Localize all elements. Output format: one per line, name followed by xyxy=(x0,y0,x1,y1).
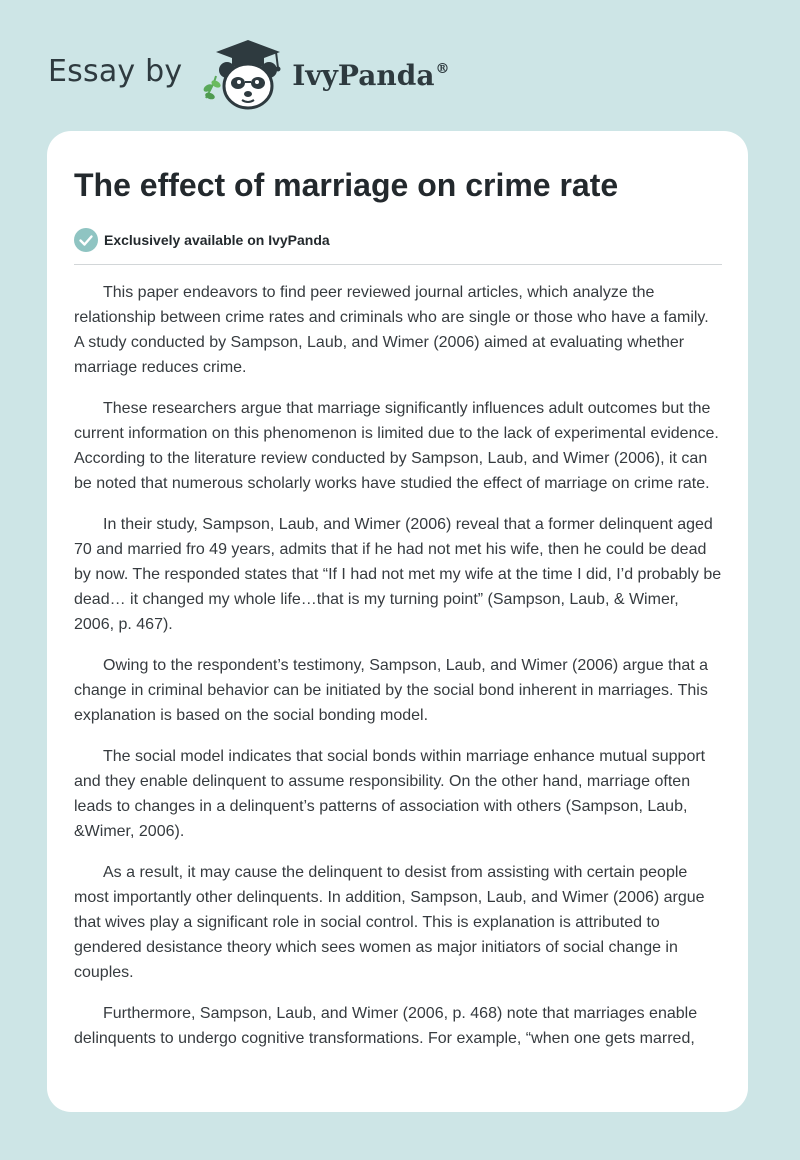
paragraph: Furthermore, Sampson, Laub, and Wimer (2006, p. 468) note that marriages enable delinquents to undergo cognitive transformations. For example, “when one gets marred, xyxy=(74,1005,698,1047)
registered-mark: ® xyxy=(435,60,450,77)
paragraph: This paper endeavors to find peer reviewed journal articles, which analyze the relationship between crime rates and criminals who are single or those who have a family. A study conducted by Sampson, Laub, and Wimer (2006) aimed at evaluating whether marriage reduces crime. xyxy=(74,284,709,376)
exclusive-badge xyxy=(74,227,722,253)
divider xyxy=(74,264,722,265)
check-circle-icon xyxy=(74,228,98,252)
article-body xyxy=(74,280,722,1051)
paragraph: These researchers argue that marriage significantly influences adult outcomes but the current information on this phenomenon is limited due to the lack of experimental evidence. According to the literature review conducted by Sampson, Laub, and Wimer (2006), it can be noted that numerous scholarly works have studied the effect of marriage on crime rate. xyxy=(74,400,719,492)
page-title: The effect of marriage on crime rate xyxy=(74,167,619,203)
article-card xyxy=(47,131,748,1112)
paragraph: Owing to the respondent’s testimony, Sampson, Laub, and Wimer (2006) argue that a change in criminal behavior can be initiated by the social bond inherent in marriages. This explanation is based on the social bonding model. xyxy=(74,657,709,724)
brand-text: IvyPanda xyxy=(292,58,435,92)
paragraph: As a result, it may cause the delinquent to desist from assisting with certain people most importantly other delinquents. In addition, Sampson, Laub, and Wimer (2006) argue that wives play a significant role in social control. This is explanation is attributed to gendered desistance theory which sees women as major initiators of social change in couples. xyxy=(74,864,705,981)
exclusive-label: Exclusively available on IvyPanda xyxy=(104,232,330,248)
paragraph: In their study, Sampson, Laub, and Wimer (2006) reveal that a former delinquent aged 70 and married fro 49 years, admits that if he had not met his wife, then he could be dead by now. The responded states that “If I had not met my wife at the time I did, I’d probably be dead… it changed my whole life…that is my turning point” (Sampson, Laub, & Wimer, 2006, p. 467). xyxy=(74,516,722,633)
site-header xyxy=(48,36,449,112)
panda-graduate-icon xyxy=(196,36,286,112)
paragraph: The social model indicates that social bonds within marriage enhance mutual support and they enable delinquent to assume responsibility. On the other hand, marriage often leads to changes in a delinquent’s patterns of association with others (Sampson, Laub, &Wimer, 2006). xyxy=(74,748,706,840)
essay-by-label: Essay by xyxy=(48,53,183,89)
brand-name xyxy=(292,59,449,92)
